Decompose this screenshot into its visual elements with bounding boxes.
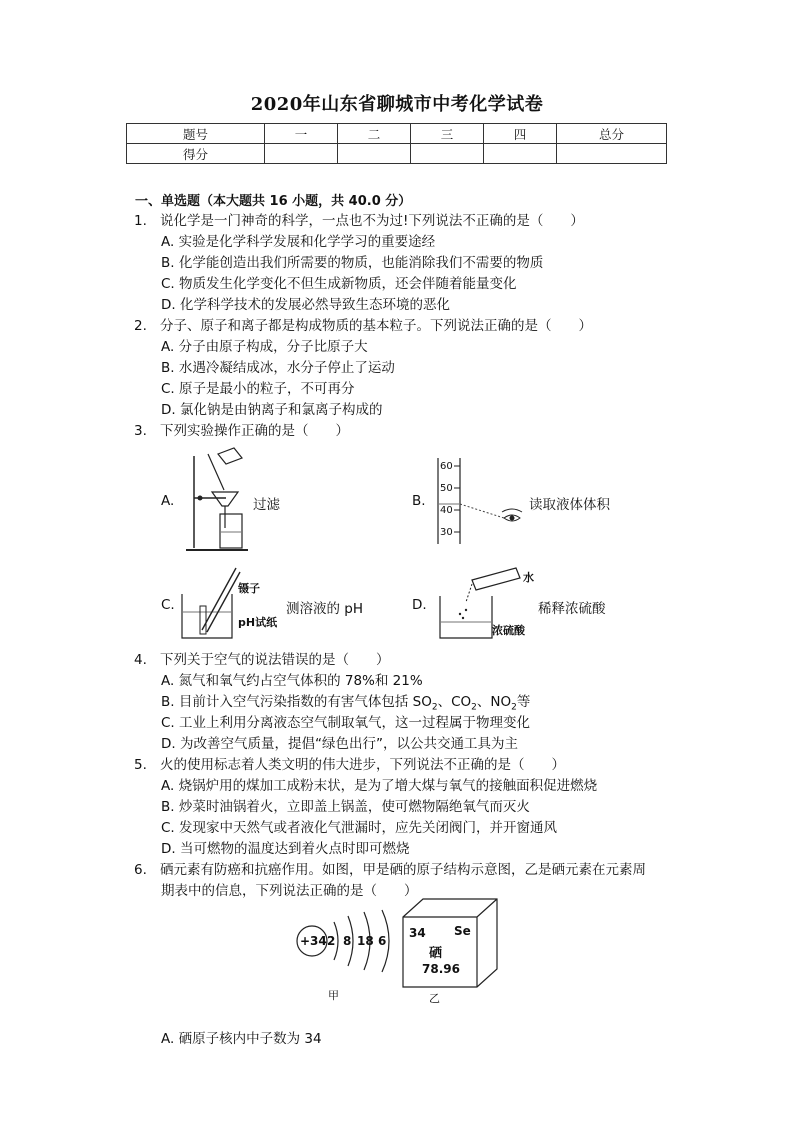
q2-option-d[interactable]: D. 氯化钠是由钠离子和氯离子构成的 — [161, 402, 383, 418]
element-mass: 78.96 — [422, 962, 460, 976]
q4-option-d[interactable]: D. 为改善空气质量，提倡“绿色出行”，以公共交通工具为主 — [161, 736, 518, 752]
question-stem: 硒元素有防癌和抗癌作用。如图，甲是硒的原子结构示意图，乙是硒元素在元素周 — [160, 862, 646, 878]
question-stem: 说化学是一门神奇的科学，一点也不为过!下列说法不正确的是（ ） — [160, 213, 584, 229]
element-number: 34 — [409, 926, 426, 940]
score-header-cell: 一 — [265, 124, 338, 144]
score-table-score-row — [127, 144, 667, 164]
q3-option-b-caption: 读取液体体积 — [529, 497, 610, 513]
score-cell[interactable] — [338, 144, 411, 164]
option-text: 等 — [516, 694, 531, 710]
question-4 — [134, 648, 390, 668]
score-cell[interactable] — [557, 144, 667, 164]
ph-paper-label: pH试纸 — [238, 616, 278, 629]
element-name: 硒 — [429, 946, 443, 961]
question-6 — [134, 858, 646, 878]
q1-option-b[interactable]: B. 化学能创造出我们所需要的物质，也能消除我们不需要的物质 — [161, 255, 544, 271]
question-number: 3. — [134, 423, 147, 439]
question-number: 6. — [134, 862, 147, 878]
score-table-header-row — [127, 124, 667, 144]
q1-option-c[interactable]: C. 物质发生化学变化不但生成新物质，还会伴随着能量变化 — [161, 276, 517, 292]
question-number: 5. — [134, 757, 147, 773]
q4-option-c[interactable]: C. 工业上利用分离液态空气制取氧气，这一过程属于物理变化 — [161, 715, 531, 731]
q5-option-d[interactable]: D. 当可燃物的温度达到着火点时即可燃烧 — [161, 841, 410, 857]
score-header-cell: 题号 — [127, 124, 265, 144]
score-header-cell: 四 — [484, 124, 557, 144]
score-row-label: 得分 — [127, 144, 265, 164]
q3-option-c-letter[interactable]: C. — [161, 597, 175, 613]
tweezers-label: 镊子 — [238, 582, 260, 595]
question-3 — [134, 419, 349, 439]
q2-option-a[interactable]: A. 分子由原子构成，分子比原子大 — [161, 339, 368, 355]
tick-label: 30 — [440, 527, 453, 538]
question-5 — [134, 753, 565, 773]
score-cell[interactable] — [411, 144, 484, 164]
q6-option-a[interactable]: A. 硒原子核内中子数为 34 — [161, 1031, 322, 1047]
q3-option-d-caption: 稀释浓硫酸 — [538, 601, 606, 617]
option-text: B. 目前计入空气污染指数的有害气体包括 SO — [161, 694, 432, 710]
section-heading: 一、单选题（本大题共 16 小题，共 40.0 分） — [135, 194, 412, 209]
q3-option-a-letter[interactable]: A. — [161, 493, 175, 509]
score-header-cell: 总分 — [557, 124, 667, 144]
nucleus-charge: +34 — [300, 934, 327, 948]
subscript: 2 — [471, 702, 477, 713]
ph-test-apparatus-image — [180, 566, 240, 640]
question-stem: 分子、原子和离子都是构成物质的基本粒子。下列说法正确的是（ ） — [160, 318, 592, 334]
score-header-cell: 三 — [411, 124, 484, 144]
question-number: 1. — [134, 213, 147, 229]
score-header-cell: 二 — [338, 124, 411, 144]
shell-electrons: 18 — [357, 934, 374, 948]
question-1 — [134, 209, 584, 229]
subscript: 2 — [431, 702, 438, 713]
shell-electrons: 8 — [343, 934, 352, 948]
tick-label: 60 — [440, 461, 453, 472]
question-6-stem-cont: 期表中的信息，下列说法正确的是（ ） — [161, 883, 418, 899]
tick-label: 40 — [440, 505, 453, 516]
paper-title: 2020年山东省聊城市中考化学试卷 — [250, 94, 544, 115]
score-cell[interactable] — [265, 144, 338, 164]
q4-option-b[interactable] — [161, 690, 530, 713]
q3-option-a-caption: 过滤 — [253, 497, 280, 513]
filtration-apparatus-image — [180, 448, 250, 552]
q5-option-b[interactable]: B. 炒菜时油锅着火，立即盖上锅盖，使可燃物隔绝氧气而灭火 — [161, 799, 530, 815]
option-text: 、NO — [476, 694, 512, 710]
q3-option-c-caption: 测溶液的 pH — [286, 601, 364, 617]
q1-option-d[interactable]: D. 化学科学技术的发展必然导致生态环境的恶化 — [161, 297, 450, 313]
q5-option-a[interactable]: A. 烧锅炉用的煤加工成粉末状，是为了增大煤与氧气的接触面积促进燃烧 — [161, 778, 598, 794]
tick-label: 50 — [440, 483, 453, 494]
water-label: 水 — [523, 571, 534, 584]
shell-electrons: 6 — [378, 934, 387, 948]
question-2 — [134, 314, 592, 334]
figure-label-left: 甲 — [328, 989, 339, 1002]
figure-label-right: 乙 — [429, 992, 440, 1005]
conc-acid-label: 浓硫酸 — [492, 624, 525, 637]
score-cell[interactable] — [484, 144, 557, 164]
q5-option-c[interactable]: C. 发现家中天然气或者液化气泄漏时，应先关闭阀门，并开窗通风 — [161, 820, 558, 836]
option-text: 、CO — [437, 694, 472, 710]
subscript: 2 — [511, 702, 517, 713]
question-stem: 下列关于空气的说法错误的是（ ） — [160, 652, 390, 668]
q1-option-a[interactable]: A. 实验是化学科学发展和化学学习的重要途经 — [161, 234, 436, 250]
score-table — [126, 123, 667, 164]
q2-option-b[interactable]: B. 水遇冷凝结成冰，水分子停止了运动 — [161, 360, 395, 376]
shell-electrons: 2 — [327, 934, 336, 948]
q2-option-c[interactable]: C. 原子是最小的粒子，不可再分 — [161, 381, 355, 397]
question-number: 4. — [134, 652, 147, 668]
question-stem: 火的使用标志着人类文明的伟大进步，下列说法不正确的是（ ） — [160, 757, 565, 773]
question-number: 2. — [134, 318, 147, 334]
element-symbol: Se — [454, 924, 471, 938]
q3-option-d-letter[interactable]: D. — [412, 597, 427, 613]
question-stem: 下列实验操作正确的是（ ） — [160, 423, 349, 439]
q3-option-b-letter[interactable]: B. — [412, 493, 426, 509]
q4-option-a[interactable]: A. 氮气和氧气约占空气体积的 78%和 21% — [161, 673, 423, 689]
